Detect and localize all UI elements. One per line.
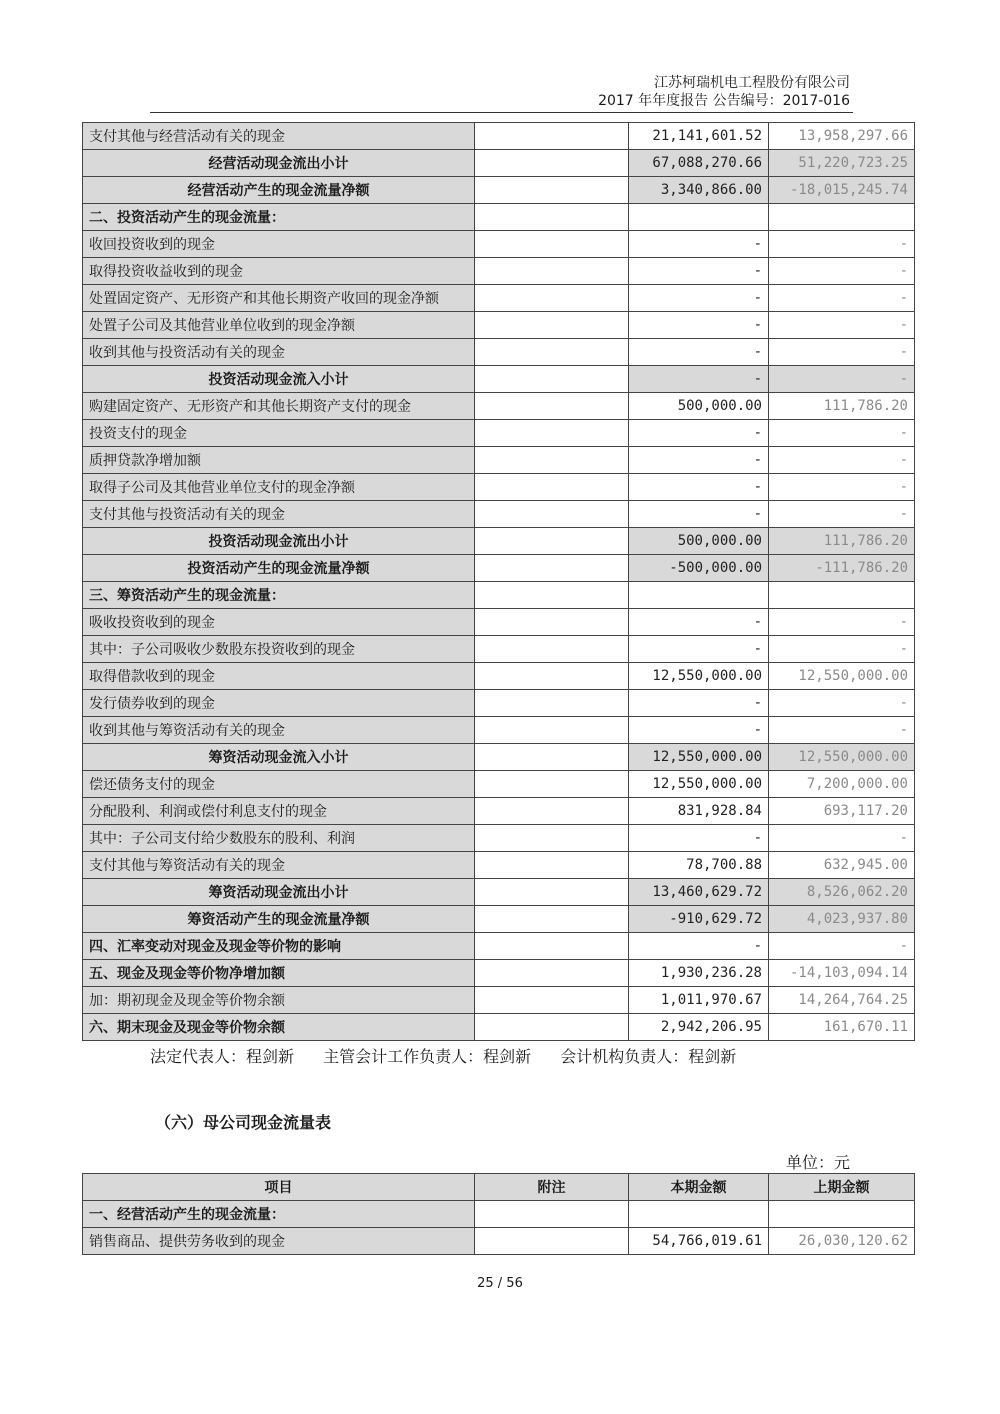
table-row <box>83 798 915 825</box>
row-note <box>475 501 629 528</box>
accounting-org-head: 会计机构负责人：程剑新 <box>560 1047 737 1066</box>
table-row <box>83 609 915 636</box>
company-name: 江苏柯瑞机电工程股份有限公司 <box>654 75 850 91</box>
parent-cash-flow-table <box>82 1173 915 1255</box>
row-item: 其中：子公司吸收少数股东投资收到的现金 <box>83 636 475 663</box>
row-note <box>475 609 629 636</box>
row-previous: - <box>769 501 915 528</box>
table-row <box>83 231 915 258</box>
table-row <box>83 447 915 474</box>
section-title: （六）母公司现金流量表 <box>155 1113 332 1132</box>
row-item: 购建固定资产、无形资产和其他长期资产支付的现金 <box>83 393 475 420</box>
row-note <box>475 717 629 744</box>
row-current: 21,141,601.52 <box>629 123 769 150</box>
row-current: - <box>629 420 769 447</box>
signature-line <box>150 1044 760 1067</box>
row-previous: 13,958,297.66 <box>769 123 915 150</box>
row-item: 投资活动现金流出小计 <box>83 528 475 555</box>
row-item: 发行债券收到的现金 <box>83 690 475 717</box>
table-row <box>83 177 915 204</box>
row-current: - <box>629 366 769 393</box>
row-previous: 693,117.20 <box>769 798 915 825</box>
table-row <box>83 285 915 312</box>
table-row <box>83 393 915 420</box>
row-current: 12,550,000.00 <box>629 771 769 798</box>
row-note <box>475 123 629 150</box>
table-row <box>83 1228 915 1255</box>
row-note <box>475 312 629 339</box>
table-row <box>83 366 915 393</box>
row-current <box>629 1201 769 1228</box>
table-row <box>83 555 915 582</box>
row-item: 筹资活动现金流出小计 <box>83 879 475 906</box>
row-previous: 4,023,937.80 <box>769 906 915 933</box>
row-current: 1,011,970.67 <box>629 987 769 1014</box>
row-current: 831,928.84 <box>629 798 769 825</box>
row-item: 筹资活动产生的现金流量净额 <box>83 906 475 933</box>
row-current: 1,930,236.28 <box>629 960 769 987</box>
table-row <box>83 663 915 690</box>
table-row <box>83 690 915 717</box>
row-previous: - <box>769 285 915 312</box>
row-item: 收回投资收到的现金 <box>83 231 475 258</box>
row-current: 500,000.00 <box>629 528 769 555</box>
row-previous: 12,550,000.00 <box>769 744 915 771</box>
row-current: - <box>629 636 769 663</box>
row-item: 支付其他与经营活动有关的现金 <box>83 123 475 150</box>
table-row <box>83 879 915 906</box>
row-item: 取得投资收益收到的现金 <box>83 258 475 285</box>
header-rule <box>150 112 853 113</box>
row-current: 78,700.88 <box>629 852 769 879</box>
row-previous: -111,786.20 <box>769 555 915 582</box>
row-previous: - <box>769 933 915 960</box>
row-note <box>475 420 629 447</box>
row-item: 取得子公司及其他营业单位支付的现金净额 <box>83 474 475 501</box>
row-previous: - <box>769 231 915 258</box>
row-item: 投资活动现金流入小计 <box>83 366 475 393</box>
accounting-head: 主管会计工作负责人：程剑新 <box>323 1047 532 1066</box>
header-previous: 上期金额 <box>769 1174 915 1201</box>
row-current: - <box>629 501 769 528</box>
row-previous: - <box>769 717 915 744</box>
row-current: - <box>629 474 769 501</box>
table-row <box>83 744 915 771</box>
row-previous: - <box>769 447 915 474</box>
row-previous: 111,786.20 <box>769 528 915 555</box>
row-current: 500,000.00 <box>629 393 769 420</box>
row-note <box>475 150 629 177</box>
table-row <box>83 636 915 663</box>
row-item: 经营活动产生的现金流量净额 <box>83 177 475 204</box>
table-row <box>83 150 915 177</box>
row-previous: 14,264,764.25 <box>769 987 915 1014</box>
legal-representative: 法定代表人：程剑新 <box>150 1047 295 1066</box>
row-item: 吸收投资收到的现金 <box>83 609 475 636</box>
row-item: 经营活动现金流出小计 <box>83 150 475 177</box>
row-item: 偿还债务支付的现金 <box>83 771 475 798</box>
row-note <box>475 339 629 366</box>
row-note <box>475 582 629 609</box>
row-note <box>475 204 629 231</box>
row-current: -500,000.00 <box>629 555 769 582</box>
row-note <box>475 771 629 798</box>
table-row <box>83 528 915 555</box>
row-previous: - <box>769 258 915 285</box>
row-note <box>475 258 629 285</box>
row-note <box>475 528 629 555</box>
row-note <box>475 285 629 312</box>
table-row <box>83 933 915 960</box>
table-row <box>83 717 915 744</box>
report-id: 2017 年年度报告 公告编号：2017-016 <box>598 93 850 109</box>
row-current: - <box>629 717 769 744</box>
row-previous: -14,103,094.14 <box>769 960 915 987</box>
row-current: - <box>629 312 769 339</box>
row-previous: - <box>769 312 915 339</box>
row-previous: - <box>769 825 915 852</box>
row-current: - <box>629 825 769 852</box>
unit-label: 单位：元 <box>785 1153 850 1172</box>
row-note <box>475 879 629 906</box>
row-note <box>475 960 629 987</box>
table-row <box>83 312 915 339</box>
page-header <box>598 74 850 110</box>
row-previous <box>769 582 915 609</box>
row-current <box>629 582 769 609</box>
row-item: 投资支付的现金 <box>83 420 475 447</box>
row-note <box>475 1201 629 1228</box>
table-row <box>83 852 915 879</box>
table-row <box>83 987 915 1014</box>
row-previous: - <box>769 636 915 663</box>
row-previous: - <box>769 474 915 501</box>
row-item: 投资活动产生的现金流量净额 <box>83 555 475 582</box>
row-previous <box>769 1201 915 1228</box>
row-item: 支付其他与投资活动有关的现金 <box>83 501 475 528</box>
row-item: 筹资活动现金流入小计 <box>83 744 475 771</box>
row-note <box>475 744 629 771</box>
row-item: 分配股利、利润或偿付利息支付的现金 <box>83 798 475 825</box>
table-row <box>83 771 915 798</box>
row-current: - <box>629 933 769 960</box>
table-row <box>83 204 915 231</box>
row-item: 其中：子公司支付给少数股东的股利、利润 <box>83 825 475 852</box>
page-number: 25 / 56 <box>477 1276 523 1291</box>
row-note <box>475 987 629 1014</box>
table-row <box>83 474 915 501</box>
row-item: 三、筹资活动产生的现金流量： <box>83 582 475 609</box>
table-row <box>83 258 915 285</box>
row-current: -910,629.72 <box>629 906 769 933</box>
row-previous: 26,030,120.62 <box>769 1228 915 1255</box>
row-item: 一、经营活动产生的现金流量： <box>83 1201 475 1228</box>
header-item: 项目 <box>83 1174 475 1201</box>
row-item: 销售商品、提供劳务收到的现金 <box>83 1228 475 1255</box>
row-previous: 12,550,000.00 <box>769 663 915 690</box>
cash-flow-table <box>82 122 915 1041</box>
row-previous: - <box>769 690 915 717</box>
row-current: - <box>629 339 769 366</box>
row-note <box>475 555 629 582</box>
row-current: - <box>629 231 769 258</box>
table-header-row <box>83 1174 915 1201</box>
table-row <box>83 582 915 609</box>
row-current: 12,550,000.00 <box>629 663 769 690</box>
row-note <box>475 474 629 501</box>
row-previous: 161,670.11 <box>769 1014 915 1041</box>
row-note <box>475 177 629 204</box>
row-note <box>475 663 629 690</box>
row-note <box>475 852 629 879</box>
row-note <box>475 798 629 825</box>
table-row <box>83 906 915 933</box>
row-item: 五、现金及现金等价物净增加额 <box>83 960 475 987</box>
row-item: 处置固定资产、无形资产和其他长期资产收回的现金净额 <box>83 285 475 312</box>
row-current: - <box>629 609 769 636</box>
row-note <box>475 636 629 663</box>
table-row <box>83 825 915 852</box>
row-current: 67,088,270.66 <box>629 150 769 177</box>
row-previous: 632,945.00 <box>769 852 915 879</box>
row-note <box>475 1228 629 1255</box>
row-note <box>475 393 629 420</box>
row-current: - <box>629 258 769 285</box>
header-note: 附注 <box>475 1174 629 1201</box>
row-previous: -18,015,245.74 <box>769 177 915 204</box>
table-row <box>83 339 915 366</box>
row-note <box>475 1014 629 1041</box>
row-item: 取得借款收到的现金 <box>83 663 475 690</box>
row-previous: 51,220,723.25 <box>769 150 915 177</box>
row-note <box>475 906 629 933</box>
row-item: 处置子公司及其他营业单位收到的现金净额 <box>83 312 475 339</box>
row-item: 支付其他与筹资活动有关的现金 <box>83 852 475 879</box>
table-row <box>83 1201 915 1228</box>
row-current: - <box>629 690 769 717</box>
row-previous: - <box>769 609 915 636</box>
table-row <box>83 420 915 447</box>
row-note <box>475 825 629 852</box>
row-current: 12,550,000.00 <box>629 744 769 771</box>
row-previous: - <box>769 366 915 393</box>
header-current: 本期金额 <box>629 1174 769 1201</box>
table-row <box>83 1014 915 1041</box>
row-previous: - <box>769 420 915 447</box>
row-item: 六、期末现金及现金等价物余额 <box>83 1014 475 1041</box>
row-previous: 8,526,062.20 <box>769 879 915 906</box>
row-previous <box>769 204 915 231</box>
row-note <box>475 366 629 393</box>
row-note <box>475 447 629 474</box>
row-previous: - <box>769 339 915 366</box>
row-item: 收到其他与筹资活动有关的现金 <box>83 717 475 744</box>
row-previous: 111,786.20 <box>769 393 915 420</box>
row-current: - <box>629 285 769 312</box>
row-current: 3,340,866.00 <box>629 177 769 204</box>
row-note <box>475 933 629 960</box>
row-item: 质押贷款净增加额 <box>83 447 475 474</box>
row-previous: 7,200,000.00 <box>769 771 915 798</box>
row-item: 收到其他与投资活动有关的现金 <box>83 339 475 366</box>
table-row <box>83 960 915 987</box>
row-item: 二、投资活动产生的现金流量： <box>83 204 475 231</box>
row-note <box>475 690 629 717</box>
row-note <box>475 231 629 258</box>
row-item: 加：期初现金及现金等价物余额 <box>83 987 475 1014</box>
row-current: 2,942,206.95 <box>629 1014 769 1041</box>
row-current <box>629 204 769 231</box>
table-row <box>83 501 915 528</box>
row-current: 54,766,019.61 <box>629 1228 769 1255</box>
row-current: 13,460,629.72 <box>629 879 769 906</box>
row-item: 四、汇率变动对现金及现金等价物的影响 <box>83 933 475 960</box>
row-current: - <box>629 447 769 474</box>
table-row <box>83 123 915 150</box>
